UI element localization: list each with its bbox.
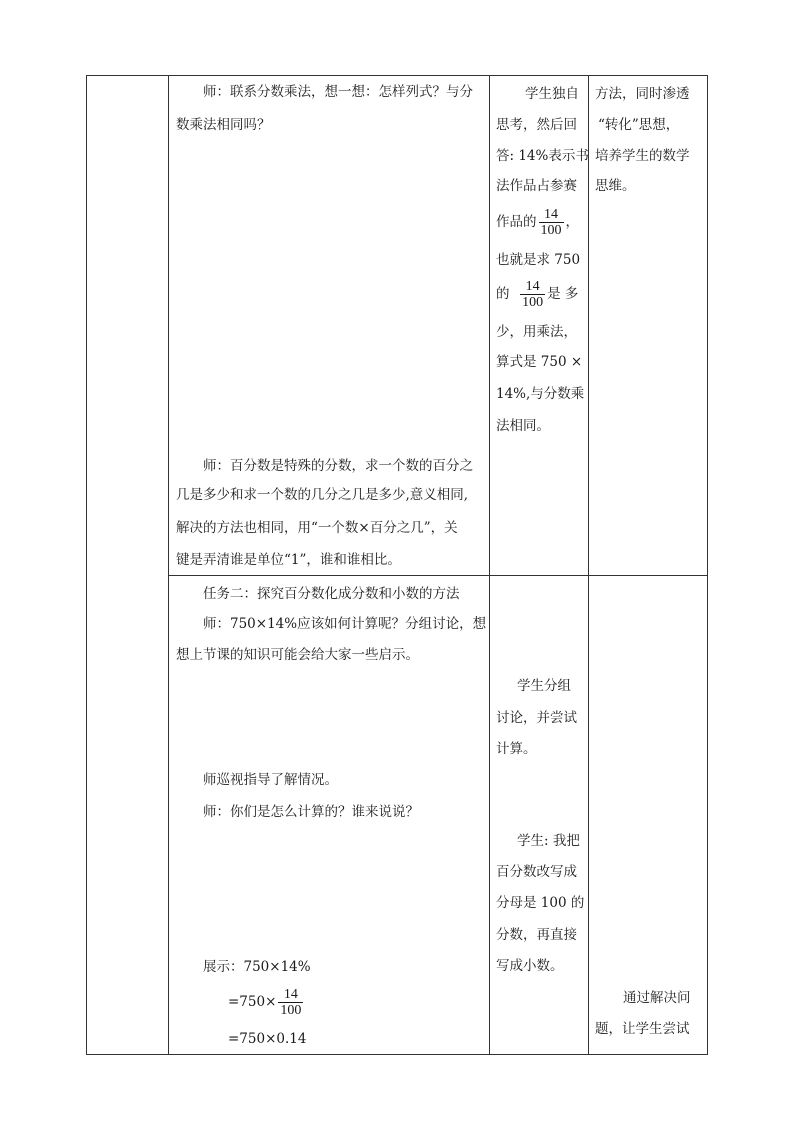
teacher-summary-line-4: 键是弄清谁是单位“1”，谁和谁相比。 — [176, 552, 401, 568]
teacher-summary-line-3: 解决的方法也相同，用“一个数×百分之几”，关 — [176, 520, 458, 536]
fraction-denominator: 100 — [280, 1003, 302, 1018]
student-answer-line-11: 法相同。 — [496, 418, 550, 434]
fraction-numerator: 14 — [283, 987, 298, 1002]
design-intent-line-2: “转化”思想， — [598, 117, 680, 133]
student-answer-line-4: 法作品占参赛 — [496, 178, 577, 194]
student-group-line-1: 学生分组 — [517, 678, 571, 694]
student-group-line-2: 讨论，并尝试 — [496, 710, 577, 726]
task-two-heading: 任务二：探究百分数化成分数和小数的方法 — [203, 586, 460, 602]
text-fragment: =750× — [228, 994, 277, 1010]
teacher-question-line-2: 数乘法相同吗？ — [176, 117, 271, 133]
design-intent-line-3: 培养学生的数学 — [595, 148, 690, 164]
table-bottom-border — [86, 1054, 708, 1055]
solution-show-line: 展示：750×14% — [203, 959, 311, 975]
table-right-border — [707, 75, 708, 1055]
text-fragment: 的 — [496, 286, 510, 302]
row-divider — [168, 575, 708, 576]
design-intent-line-4: 思维。 — [595, 178, 636, 194]
teacher-question-line-1: 师：750×14%应该如何计算呢？分组讨论，想 — [203, 616, 487, 632]
student-answer-line-1: 学生: 我把 — [517, 833, 580, 849]
text-fragment: 作品的 — [496, 214, 537, 230]
fraction-numerator: 14 — [525, 279, 540, 294]
solution-step-decimal: =750×0.14 — [228, 1031, 307, 1047]
student-answer-line-2: 百分数改写成 — [496, 864, 577, 880]
teacher-summary-line-2: 几是多少和求一个数的几分之几是多少,意义相同, — [176, 487, 469, 503]
table-left-border — [86, 75, 87, 1055]
fraction-denominator: 100 — [522, 295, 544, 310]
text-fragment: 是 多 — [547, 286, 579, 302]
teacher-question-line-1: 师：联系分数乘法，想一想：怎样列式？与分 — [203, 84, 473, 100]
student-answer-line-10: 14%,与分数乘 — [496, 386, 585, 402]
fraction-denominator: 100 — [540, 223, 562, 238]
student-answer-line-6: 也就是求 750 — [496, 252, 581, 268]
teacher-ask-text: 师：你们是怎么计算的？谁来说说？ — [203, 804, 419, 820]
student-answer-line-4: 分数，再直接 — [496, 927, 577, 943]
design-intent-line-2: 题，让学生尝试 — [595, 1021, 690, 1037]
column-divider-2 — [489, 75, 490, 1055]
student-answer-line-9: 算式是 750 × — [496, 354, 583, 370]
student-answer-line-3: 答: 14%表示书 — [496, 148, 589, 164]
student-answer-line-5: 写成小数。 — [496, 958, 564, 974]
teacher-patrol-text: 师巡视指导了解情况。 — [203, 772, 338, 788]
student-answer-line-5 — [496, 205, 579, 239]
column-divider-3 — [588, 75, 589, 1055]
fraction-14-over-100 — [520, 279, 545, 310]
column-divider-1 — [168, 75, 169, 1055]
solution-step-fraction — [228, 985, 305, 1019]
student-group-line-3: 计算。 — [496, 741, 537, 757]
text-fragment: ， — [565, 214, 579, 230]
design-intent-line-1: 通过解决问 — [623, 990, 691, 1006]
fraction-numerator: 14 — [544, 207, 558, 222]
teacher-question-line-2: 想上节课的知识可能会给大家一些启示。 — [176, 647, 419, 663]
student-answer-line-7 — [496, 277, 578, 311]
student-answer-line-1: 学生独自 — [525, 86, 579, 102]
design-intent-line-1: 方法，同时渗透 — [595, 86, 690, 102]
student-answer-line-8: 少，用乘法， — [496, 324, 577, 340]
student-answer-line-3: 分母是 100 的 — [496, 895, 585, 911]
fraction-14-over-100 — [539, 207, 564, 238]
teacher-summary-line-1: 师：百分数是特殊的分数，求一个数的百分之 — [203, 458, 473, 474]
table-top-border — [86, 75, 708, 76]
student-answer-line-2: 思考，然后回 — [496, 117, 577, 133]
fraction-14-over-100 — [278, 987, 303, 1018]
